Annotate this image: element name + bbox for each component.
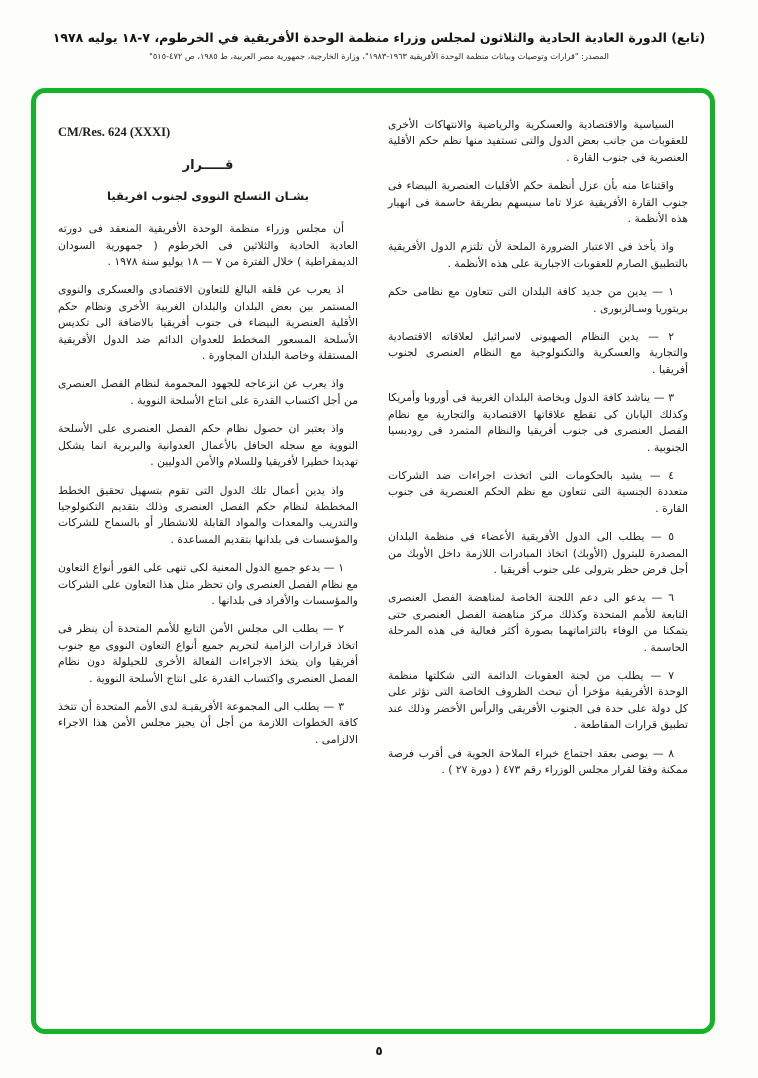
paragraph-numbered: ١ — يدعو جميع الدول المعنية لكى تنهى على الفور أنواع التعاون مع نظام الفصل العنصرى وان تحظر مثل هذا التعاون على الشركات والمؤسسات والأفراد فى بلدانها .: [58, 561, 358, 607]
paragraph-numbered: ١ — يدين من جديد كافة البلدان التى تتعاون مع نظامى حكم بريتوريا وسـالزبورى .: [388, 285, 688, 315]
paragraph: واذ يدين أعمال تلك الدول التى تقوم بتسهيل تحقيق الخطط المخططة لنظام حكم الفصل العنصرى وذلك بتقديم التكنولوجيا والتدريب والمعدات والمواد القابلة للانشطار أو بالسماح للشركات والمؤسسات فى بلدانها بتقديم المساعدة .: [58, 483, 358, 546]
source-citation: المصدر: "قرارات وتوصيات وبيانات منظمة الوحدة الأفريقية ١٩٦٣-١٩٨٣"، وزارة الخارجية، جمهورية مصر العربية، ط ١٩٨٥، ص ٤٧٢-٥١٥": [149, 51, 609, 61]
paragraph-numbered: ٥ — يطلب الى الدول الأفريقية الأعضاء فى منظمة البلدان المصدرة للبترول (الأوبك) اتخاذ المبادرات اللازمة داخل الأوبك من أجل فرض حظر بترولى على جنوب أفريقيا .: [388, 530, 688, 576]
paragraph-numbered: ٨ — يوصى بعقد اجتماع خبراء الملاحة الجوية فى أقرب فرصة ممكنة وفقا لقرار مجلس الوزراء رقم ٤٧٣ ( دورة ٢٧ ) .: [388, 746, 688, 776]
paragraph: واذ يعرب عن انزعاجه للجهود المحمومة لنظام الفصل العنصرى من أجل اكتساب القدرة على انتاج الأسلحة النووية .: [58, 377, 358, 407]
paragraph-numbered: ٢ — يطلب الى مجلس الأمن التابع للأمم المتحدة أن ينظر فى اتخاذ قرارات الزامية لتحريم جميع أنواع التعاون النووى مع جنوب أفريقيا وان يتخذ الاجراءات الفعالة الأخرى للحيلولة دون نظام الفصل العنصرى واكتساب القدرة على انتاج الأسلحة النووية .: [58, 622, 358, 685]
page-header: [0, 0, 758, 61]
paragraph: أن مجلس وزراء منظمة الوحدة الأفريقية المنعقد فى دورته العادية الحادية والثلاثين فى الخرطوم ( جمهورية السودان الديمقراطية ) خلال الفترة من ٧ — ١٨ يوليو سنة ١٩٧٨ .: [58, 222, 358, 269]
page-number: ٥: [375, 1044, 383, 1058]
paragraph: واقتناعا منه بأن عزل أنظمة حكم الأقليات العنصرية البيضاء فى جنوب القارة الأفريقية عزلا تاما سيسهم بطريقة حاسمة فى انهيار هذه الأنظمة .: [388, 179, 688, 226]
resolution-ref: CM/Res. 624 (XXXI): [58, 125, 171, 139]
paragraph-numbered: ٧ — يطلب من لجنة العقوبات الدائمة التى شكلتها منظمة الوحدة الأفريقية مؤخرا أن تبحث الظروف الخاصة التى تؤثر على كل دولة على حدة فى الجنوب الأفريقى والرأس الأخضر وذلك عند تطبيق قرارات المقاطعة .: [388, 668, 688, 732]
paragraph: السياسية والاقتصادية والعسكرية والرياضية والانتهاكات الأخرى للعقوبات من جانب بعض الدول والتى تستفيد منها نظم حكم الأقلية العنصرية فى جنوب القارة .: [388, 118, 688, 164]
paragraph-numbered: ٦ — يدعو الى دعم اللجنة الخاصة لمناهضة الفصل العنصرى التابعة للأمم المتحدة وكذلك مركز مناهضة الفصل العنصرى حتى يتمكنا من الوفاء بالتزاماتهما بصورة أكثر فعالية فى هذه المرحلة الحاسمة .: [388, 591, 688, 654]
resolution-subtitle: بشـان التسلح النووى لجنوب افريقيا: [107, 188, 309, 203]
paragraph-numbered: ٣ — يطلب الى المجموعة الأفريقيـة لدى الأمم المتحدة أن تتخذ كافة الخطوات اللازمة من أجل أن يجيز مجلس الأمن هذا الاجراء الالزامى .: [58, 699, 358, 746]
paragraph-numbered: ٢ — يدين النظام الصهيونى لاسرائيل لعلاقاته الاقتصادية والتجارية والعسكرية والتكنولوجية مع النظام العنصرى لجنوب أفريقيا .: [388, 330, 688, 376]
paragraph-numbered: ٣ — يناشد كافة الدول وبخاصة البلدان الغربية فى أوروبا وأمريكا وكذلك اليابان كى تقطع علاقاتها الاقتصادية والتجارية مع نظام الفصل العنصرى فى جنوب أفريقيا والنظام المتمرد فى روديسيا الجنوبية .: [388, 391, 688, 454]
two-column-layout: [58, 117, 688, 1011]
resolution-title: قـــــرار: [182, 158, 234, 173]
column-left: [58, 117, 358, 1011]
session-title: (تابع) الدورة العادية الحادية والثلاثون لمجلس وزراء منظمة الوحدة الأفريقية في الخرطوم، ٧-١٨ يوليه ١٩٧٨: [52, 30, 706, 45]
paragraph-numbered: ٤ — يشيد بالحكومات التى اتخذت اجراءات ضد الشركات متعددة الجنسية التى تتعاون مع نظم الحكم العنصرية فى جنوب القارة .: [388, 468, 688, 515]
column-right: [388, 117, 688, 1011]
document-frame: [31, 88, 715, 1034]
paragraph: اذ يعرب عن قلقه البالغ للتعاون الاقتصادى والعسكرى والنووى المستمر بين بعض البلدان والبلدان الغربية الأخرى ونظام حكم الأقلية العنصرية البيضاء فى جنوب أفريقيا بالاضافة الى تكديس الأسلحة المسعور المخطط للعدوان الدائم ضد الدول الأفريقية المستقلة وخاصة البلدان المجاورة .: [58, 283, 358, 363]
paragraph: واذ يعتبر ان حصول نظام حكم الفصل العنصرى على الأسلحة النووية مع سجله الحافل بالأعمال العدوانية والبربرية انما يشكل تهديدا خطيرا لأفريقيا وللسلام والأمن الدوليين .: [58, 422, 358, 469]
paragraph: واذ يأخذ فى الاعتبار الضرورة الملحة لأن تلتزم الدول الأفريقية بالتطبيق الصارم للعقوبات الاجبارية على هذه الأنظمة .: [388, 240, 688, 270]
